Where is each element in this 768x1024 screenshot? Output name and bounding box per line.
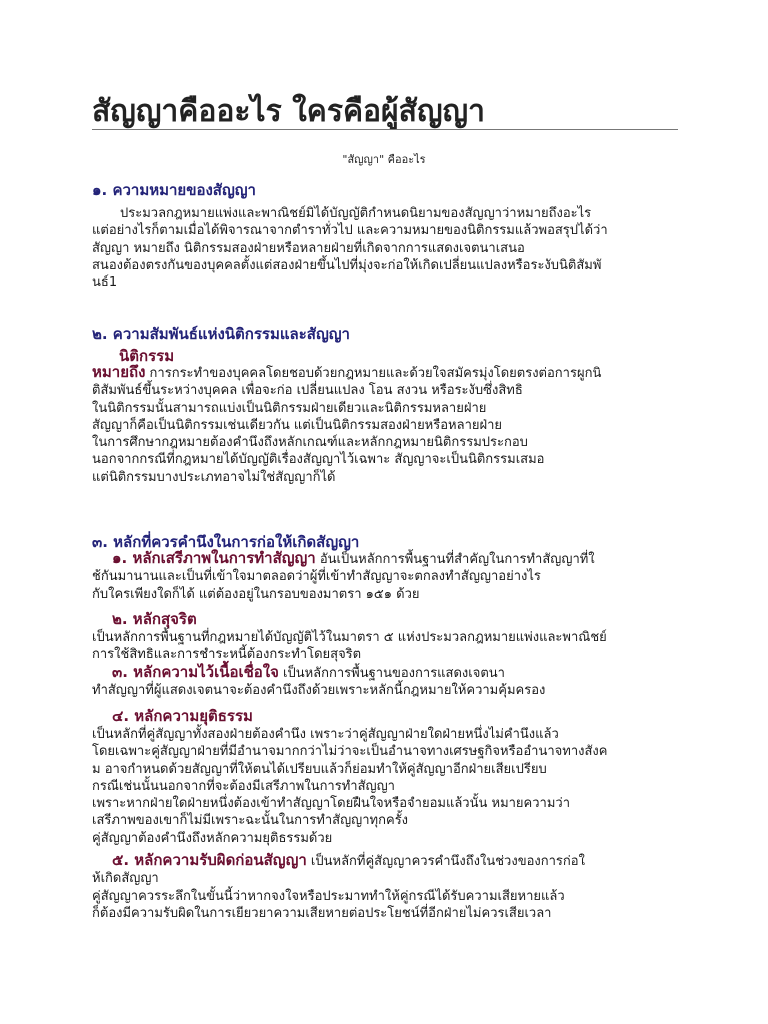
section2-body	[92, 364, 682, 486]
principle2-body	[92, 629, 682, 664]
principle4-line: คู่สัญญาต้องคำนึงถึงหลักความยุติธรรมด้วย	[92, 830, 333, 846]
title-divider	[92, 129, 678, 130]
section1-heading: ๑. ความหมายของสัญญา	[92, 181, 256, 199]
section2-lead: หมายถึง	[92, 363, 146, 381]
principle4-body	[92, 726, 682, 847]
section2-first-line	[92, 364, 682, 382]
principle3-first-line	[92, 664, 682, 682]
principle5-lead: ๕. หลักความรับผิดก่อนสัญญา	[112, 851, 307, 869]
page-subtitle: "สัญญา" คืออะไร	[342, 153, 426, 166]
principle2-heading: ๒. หลักสุจริต	[112, 610, 197, 628]
section2-line: นอกจากกรณีที่กฎหมายได้บัญญัติเรื่องสัญญาไว้เฉพาะ สัญญาจะเป็นนิติกรรมเสมอ	[92, 452, 545, 468]
section1-line: ประมวลกฎหมายแพ่งและพาณิชย์มิได้บัญญัติกำหนดนิยามของสัญญาว่าหมายถึงอะไร	[120, 206, 592, 221]
principle5-line: คู่สัญญาควรระลึกในขั้นนี้ว่าหากจงใจหรือประมาททำให้คู่กรณีได้รับความเสียหายแล้ว	[92, 888, 565, 904]
section2-subheading: นิติกรรม	[119, 347, 175, 365]
principle1-line: กับใครเพียงใดก็ได้ แต่ต้องอยู่ในกรอบของมาตรา ๑๕๑ ด้วย	[92, 586, 420, 602]
section2-line: ในนิติกรรมนั้นสามารถแบ่งเป็นนิติกรรมฝ่ายเดียวและนิติกรรมหลายฝ่าย	[92, 400, 487, 416]
principle5-first-text: เป็นหลักที่คู่สัญญาควรคำนึงถึงในช่วงของการก่อใ	[306, 854, 585, 869]
principle1-lead: ๑. หลักเสรีภาพในการทำสัญญา	[112, 549, 316, 567]
principle4-line: เสรีภาพของเขาก็ไม่มีเพราะฉะนั้นในการทำสัญญาทุกครั้ง	[92, 813, 409, 829]
principle4-line: ม อาจกำหนดด้วยสัญญาที่ให้ตนได้เปรียบแล้วก็ย่อมทำให้คู่สัญญาอีกฝ่ายเสียเปรียบ	[92, 761, 547, 777]
principle1-body	[92, 550, 682, 603]
principle2-line: การใช้สิทธิและการชำระหนี้ต้องกระทำโดยสุจริต	[92, 647, 362, 663]
principle1-first-line	[92, 550, 682, 568]
section1-line: แต่อย่างไรก็ตามเมื่อได้พิจารณาจากตำราทั่วไป และความหมายของนิติกรรมแล้วพอสรุปได้ว่า	[92, 223, 608, 239]
section2-line: แต่นิติกรรมบางประเภทอาจไม่ใช่สัญญาก็ได้	[92, 469, 336, 485]
principle1-line: ช้กันมานานและเป็นที่เข้าใจมาตลอดว่าผู้ที่เข้าทำสัญญาจะตกลงทำสัญญาอย่างไร	[92, 569, 541, 585]
page-title: สัญญาคืออะไร ใครคือผู้สัญญา	[92, 94, 485, 129]
section2-line: ติสัมพันธ์ขึ้นระหว่างบุคคล เพื่อจะก่อ เปลี่ยนแปลง โอน สงวน หรือระงับซึ่งสิทธิ	[92, 383, 523, 399]
section3-heading: ๓. หลักที่ควรคำนึงในการก่อให้เกิดสัญญา	[92, 533, 360, 551]
section1-line: สัญญา หมายถึง นิติกรรมสองฝ่ายหรือหลายฝ่ายที่เกิดจากการแสดงเจตนาเสนอ	[92, 240, 525, 256]
principle5-body	[92, 852, 682, 922]
principle1-first-text: อันเป็นหลักการพื้นฐานที่สำคัญในการทำสัญญาที่ใ	[315, 552, 595, 567]
principle5-line: ก็ต้องมีความรับผิดในการเยียวยาความเสียหายต่อประโยชน์ที่อีกฝ่ายไม่ควรเสียเวลา	[92, 905, 552, 921]
principle3-line: ทำสัญญาที่ผู้แสดงเจตนาจะต้องคำนึงถึงด้วยเพราะหลักนี้กฎหมายให้ความคุ้มครอง	[92, 683, 546, 699]
section1-line: นธ์1	[92, 275, 118, 291]
section1-body	[92, 205, 682, 291]
principle3-body	[92, 664, 682, 700]
principle5-line: ห้เกิดสัญญา	[92, 871, 159, 887]
principle2-line: เป็นหลักการพื้นฐานที่กฎหมายได้บัญญัติไว้ในมาตรา ๕ แห่งประมวลกฎหมายแพ่งและพาณิชย์	[92, 630, 607, 645]
principle4-line: กรณีเช่นนั้นนอกจากที่จะต้องมีเสรีภาพในการทำสัญญา	[92, 778, 395, 794]
section2-heading: ๒. ความสัมพันธ์แห่งนิติกรรมและสัญญา	[92, 325, 350, 343]
principle3-first-text: เป็นหลักการพื้นฐานของการแสดงเจตนา	[278, 666, 505, 681]
principle4-heading: ๔. หลักความยุติธรรม	[112, 707, 253, 725]
section1-line: สนองต้องตรงกันของบุคคลตั้งแต่สองฝ่ายขึ้นไปที่มุ่งจะก่อให้เกิดเปลี่ยนแปลงหรือระงับนิติสัมพั	[92, 257, 602, 273]
principle4-line: เพราะหากฝ่ายใดฝ่ายหนึ่งต้องเข้าทำสัญญาโดยฝืนใจหรือจำยอมแล้วนั้น หมายความว่า	[92, 796, 571, 812]
section2-line: สัญญาก็คือเป็นนิติกรรมเช่นเดียวกัน แต่เป็นนิติกรรมสองฝ่ายหรือหลายฝ่าย	[92, 417, 503, 433]
principle3-lead: ๓. หลักความไว้เนื้อเชื่อใจ	[112, 663, 279, 681]
principle4-line: โดยเฉพาะคู่สัญญาฝ่ายที่มีอำนาจมากกว่าไม่ว่าจะเป็นอำนาจทางเศรษฐกิจหรืออำนาจทางสังค	[92, 744, 608, 760]
principle5-first-line	[92, 852, 682, 870]
section2-first-text: การกระทำของบุคคลโดยชอบด้วยกฎหมายและด้วยใจสมัครมุ่งโดยตรงต่อการผูกนิ	[145, 366, 602, 381]
principle4-line: เป็นหลักที่คู่สัญญาทั้งสองฝ่ายต้องคำนึง เพราะว่าคู่สัญญาฝ่ายใดฝ่ายหนึ่งไม่คำนึงแล้ว	[92, 727, 559, 742]
section2-line: ในการศึกษากฎหมายต้องคำนึงถึงหลักเกณฑ์และหลักกฎหมายนิติกรรมประกอบ	[92, 435, 528, 451]
